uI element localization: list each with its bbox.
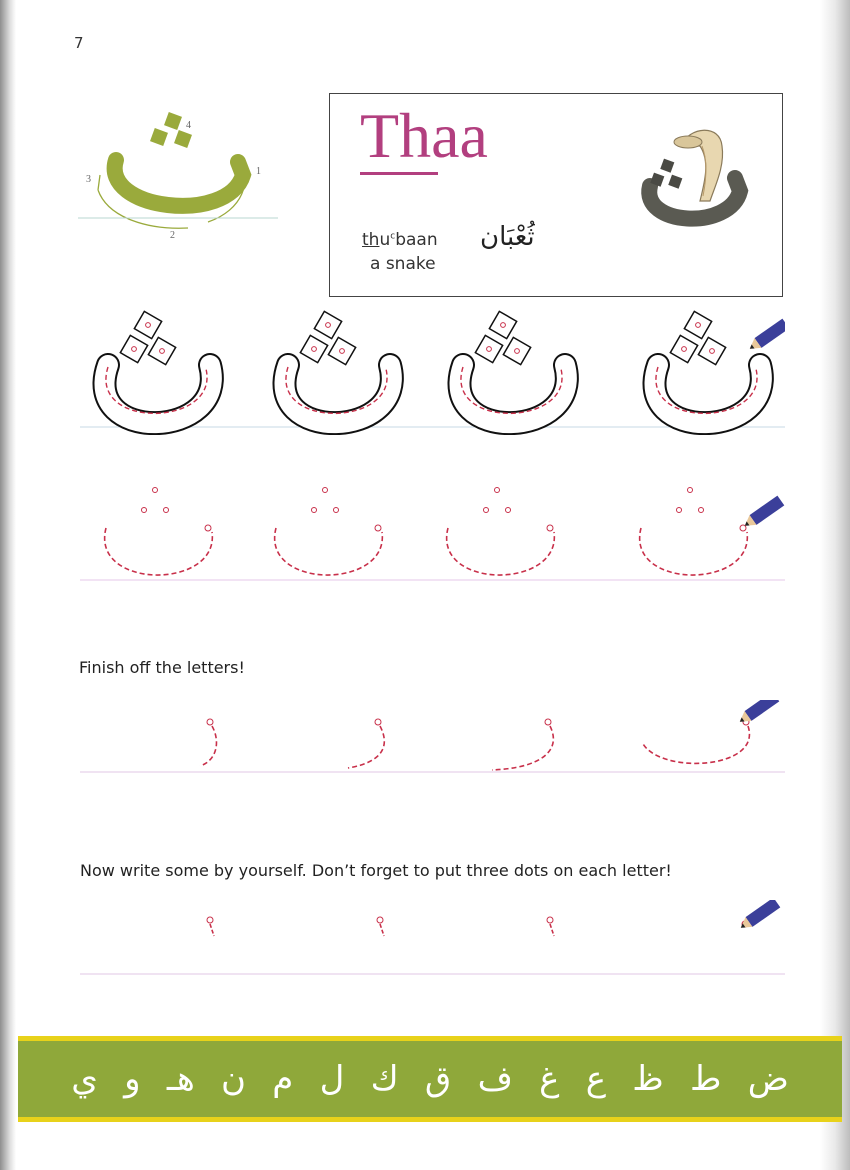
- start-point: [207, 917, 214, 936]
- trace-row-freehand: [80, 900, 785, 980]
- trace-row-dashed: [80, 480, 785, 590]
- outlined-letter: [285, 311, 392, 423]
- partial-letter: [492, 719, 553, 770]
- hero-letter-body: [115, 160, 243, 206]
- title-card: [329, 93, 783, 297]
- hero-stroke-number: 2: [170, 230, 175, 241]
- alphabet-letter: ف: [477, 1059, 513, 1099]
- alphabet-letter: ق: [424, 1059, 452, 1099]
- alphabet-letter: ن: [221, 1059, 246, 1099]
- page-shadow-right: [820, 0, 850, 1170]
- alphabet-letter: ظ: [632, 1059, 664, 1099]
- pencil-icon: [741, 496, 784, 531]
- page-number: 7: [74, 34, 84, 52]
- partial-letter: [642, 700, 779, 763]
- trace-row-partial: [80, 700, 785, 780]
- trace-row-outlined: [80, 305, 785, 435]
- vocab-arabic-word: ثُعْبَان: [480, 222, 535, 252]
- hero-stroke-number: 4: [186, 120, 191, 131]
- outlined-letter: [655, 311, 785, 423]
- outlined-letter: [460, 311, 567, 423]
- vocab-transliteration: thu$^c$baan: [362, 230, 438, 250]
- hero-stroke-number: 1: [256, 166, 261, 177]
- snake-illustration: [610, 116, 760, 236]
- partial-letter: [200, 719, 216, 766]
- alphabet-letter: ض: [747, 1059, 789, 1099]
- pencil-icon: [737, 900, 780, 933]
- pencil-icon: [746, 319, 785, 354]
- vocab-gloss: a snake: [370, 254, 436, 274]
- alphabet-letter: غ: [539, 1059, 560, 1099]
- alphabet-letter: ك: [370, 1059, 399, 1099]
- alphabet-letter: هـ: [166, 1059, 195, 1099]
- title-underline: [360, 172, 438, 175]
- hero-letter-diagram: [78, 100, 278, 245]
- dashed-letter: [447, 488, 555, 576]
- start-point: [377, 917, 384, 936]
- hero-stroke-number: 3: [86, 174, 91, 185]
- alphabet-letter: و: [124, 1059, 141, 1099]
- alphabet-letter: ط: [690, 1059, 722, 1099]
- page-shadow-left: [0, 0, 16, 1170]
- outlined-letter: [105, 311, 212, 423]
- alphabet-band: [18, 1036, 842, 1122]
- alphabet-letter: ل: [319, 1059, 345, 1099]
- alphabet-letter: ي: [71, 1059, 98, 1099]
- dashed-letter: [640, 488, 785, 576]
- dashed-letter: [275, 488, 383, 576]
- start-point: [737, 900, 780, 933]
- alphabet-row: [18, 1041, 842, 1117]
- letter-title: Thaa: [360, 100, 488, 171]
- alphabet-letter: ع: [585, 1059, 606, 1099]
- alphabet-letter: م: [272, 1059, 294, 1099]
- dashed-letter: [105, 488, 213, 576]
- start-point: [547, 917, 554, 936]
- instruction-finish: Finish off the letters!: [79, 658, 245, 677]
- instruction-write: Now write some by yourself. Don’t forget to put three dots on each letter!: [80, 861, 672, 880]
- partial-letter: [348, 719, 384, 768]
